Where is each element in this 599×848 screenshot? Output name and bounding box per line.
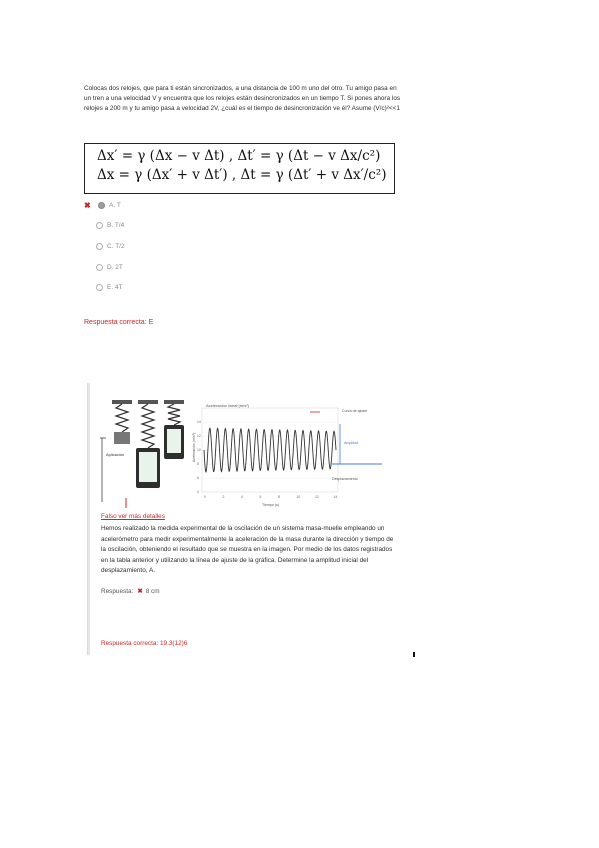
details-link[interactable]: Falso ver más detalles bbox=[101, 513, 165, 520]
page-marker bbox=[413, 652, 415, 657]
question-1-text: Colocas dos relojes, que para ti están sincronizados, a una distancia de 100 m uno del otro. Tu amigo pasa en un tren a una velocidad V y encuentra que los relojes están desincronizados en un tiempo T. Si pones ahora los relojes a 200 m y tu amigo pasa a velocidad 2V, ¿cuál es el tiempo de desincronización ve él? Asume (V/c)²<<1 bbox=[84, 85, 401, 112]
x-tick-label: 0 bbox=[204, 495, 206, 499]
radio-icon[interactable] bbox=[96, 264, 103, 271]
formula-line-2: Δx = γ (Δx′ + v Δt′) , Δt = γ (Δt′ + v Δx′/c²) bbox=[97, 167, 387, 183]
card-divider bbox=[88, 383, 90, 655]
spring-experiment-figure bbox=[98, 398, 388, 510]
annotation-fit: Curva de ajuste bbox=[342, 409, 368, 413]
x-tick-label: 14 bbox=[333, 495, 338, 499]
option-d-label: D. 2T bbox=[107, 263, 123, 271]
phone-label: Aplicación bbox=[106, 452, 125, 457]
lorentz-formula-box bbox=[84, 143, 395, 194]
acceleration-plot bbox=[192, 402, 388, 508]
spring-illustration bbox=[98, 398, 190, 510]
y-tick-label: 6 bbox=[197, 476, 199, 480]
correct-answer-1: Respuesta correcta: E bbox=[84, 319, 154, 326]
y-tick-label: 12 bbox=[197, 434, 201, 438]
option-a-label: A. T bbox=[109, 201, 121, 209]
option-e-label: E. 4T bbox=[107, 284, 123, 292]
x-tick-label: 12 bbox=[315, 495, 319, 499]
question-2-text: Hemos realizado la medida experimental de la oscilación de un sistema masa-muelle empleando un acelerómetro para medir experimentalmente la aceleración de la masa durante la dirección y tiempo de la oscilación, obteniendo el resultado que se muestra en la imagen. Por medio de los datos registrados en la tabla anterior y utilizando la línea de ajuste de la gráfica. Determine la amplitud inicial del desplazamiento, A. bbox=[101, 525, 394, 575]
response-label: Respuesta: bbox=[101, 588, 134, 595]
formula-line-1: Δx′ = γ (Δx − v Δt) , Δt′ = γ (Δt − v Δx/c²) bbox=[97, 148, 381, 164]
y-tick-label: 10 bbox=[197, 448, 201, 452]
response-value: 8 cm bbox=[145, 588, 160, 595]
wrong-mark-icon: ✖ bbox=[84, 200, 91, 210]
option-d[interactable] bbox=[84, 257, 284, 278]
x-axis-label: Tiempo (s) bbox=[262, 503, 280, 507]
option-e[interactable] bbox=[84, 277, 284, 298]
y-tick-label: 4 bbox=[197, 490, 199, 494]
annotation-amplitude: Amplitud bbox=[344, 441, 358, 445]
spring-drawing-icon bbox=[98, 398, 190, 510]
x-tick-label: 10 bbox=[296, 495, 301, 499]
radio-icon[interactable] bbox=[96, 284, 103, 291]
radio-icon[interactable] bbox=[96, 243, 103, 250]
answer-options bbox=[84, 195, 284, 298]
y-axis-label: Aceleración (m/s²) bbox=[192, 432, 196, 462]
option-b[interactable] bbox=[84, 216, 284, 237]
y-tick-label: 14 bbox=[197, 420, 201, 424]
y-tick-label: 8 bbox=[197, 462, 199, 466]
x-tick-label: 2 bbox=[222, 495, 225, 499]
plot-title: Aceleración lineal (m/s²) bbox=[206, 403, 249, 408]
wrong-mark-icon: ✖ bbox=[137, 588, 143, 595]
correct-answer-2: Respuesta correcta: 19.3(12)6 bbox=[101, 640, 188, 647]
option-a[interactable] bbox=[84, 195, 284, 216]
annotation-displacement: Desplazamiento bbox=[332, 477, 358, 481]
x-tick-label: 6 bbox=[259, 495, 262, 499]
option-b-label: B. T/4 bbox=[107, 222, 125, 230]
option-c[interactable] bbox=[84, 236, 284, 257]
x-tick-label: 8 bbox=[278, 495, 280, 499]
option-c-label: C. T/2 bbox=[107, 242, 125, 250]
radio-selected-icon[interactable] bbox=[98, 202, 105, 209]
x-tick-label: 4 bbox=[241, 495, 243, 499]
response-row bbox=[101, 587, 160, 595]
radio-icon[interactable] bbox=[96, 222, 103, 229]
